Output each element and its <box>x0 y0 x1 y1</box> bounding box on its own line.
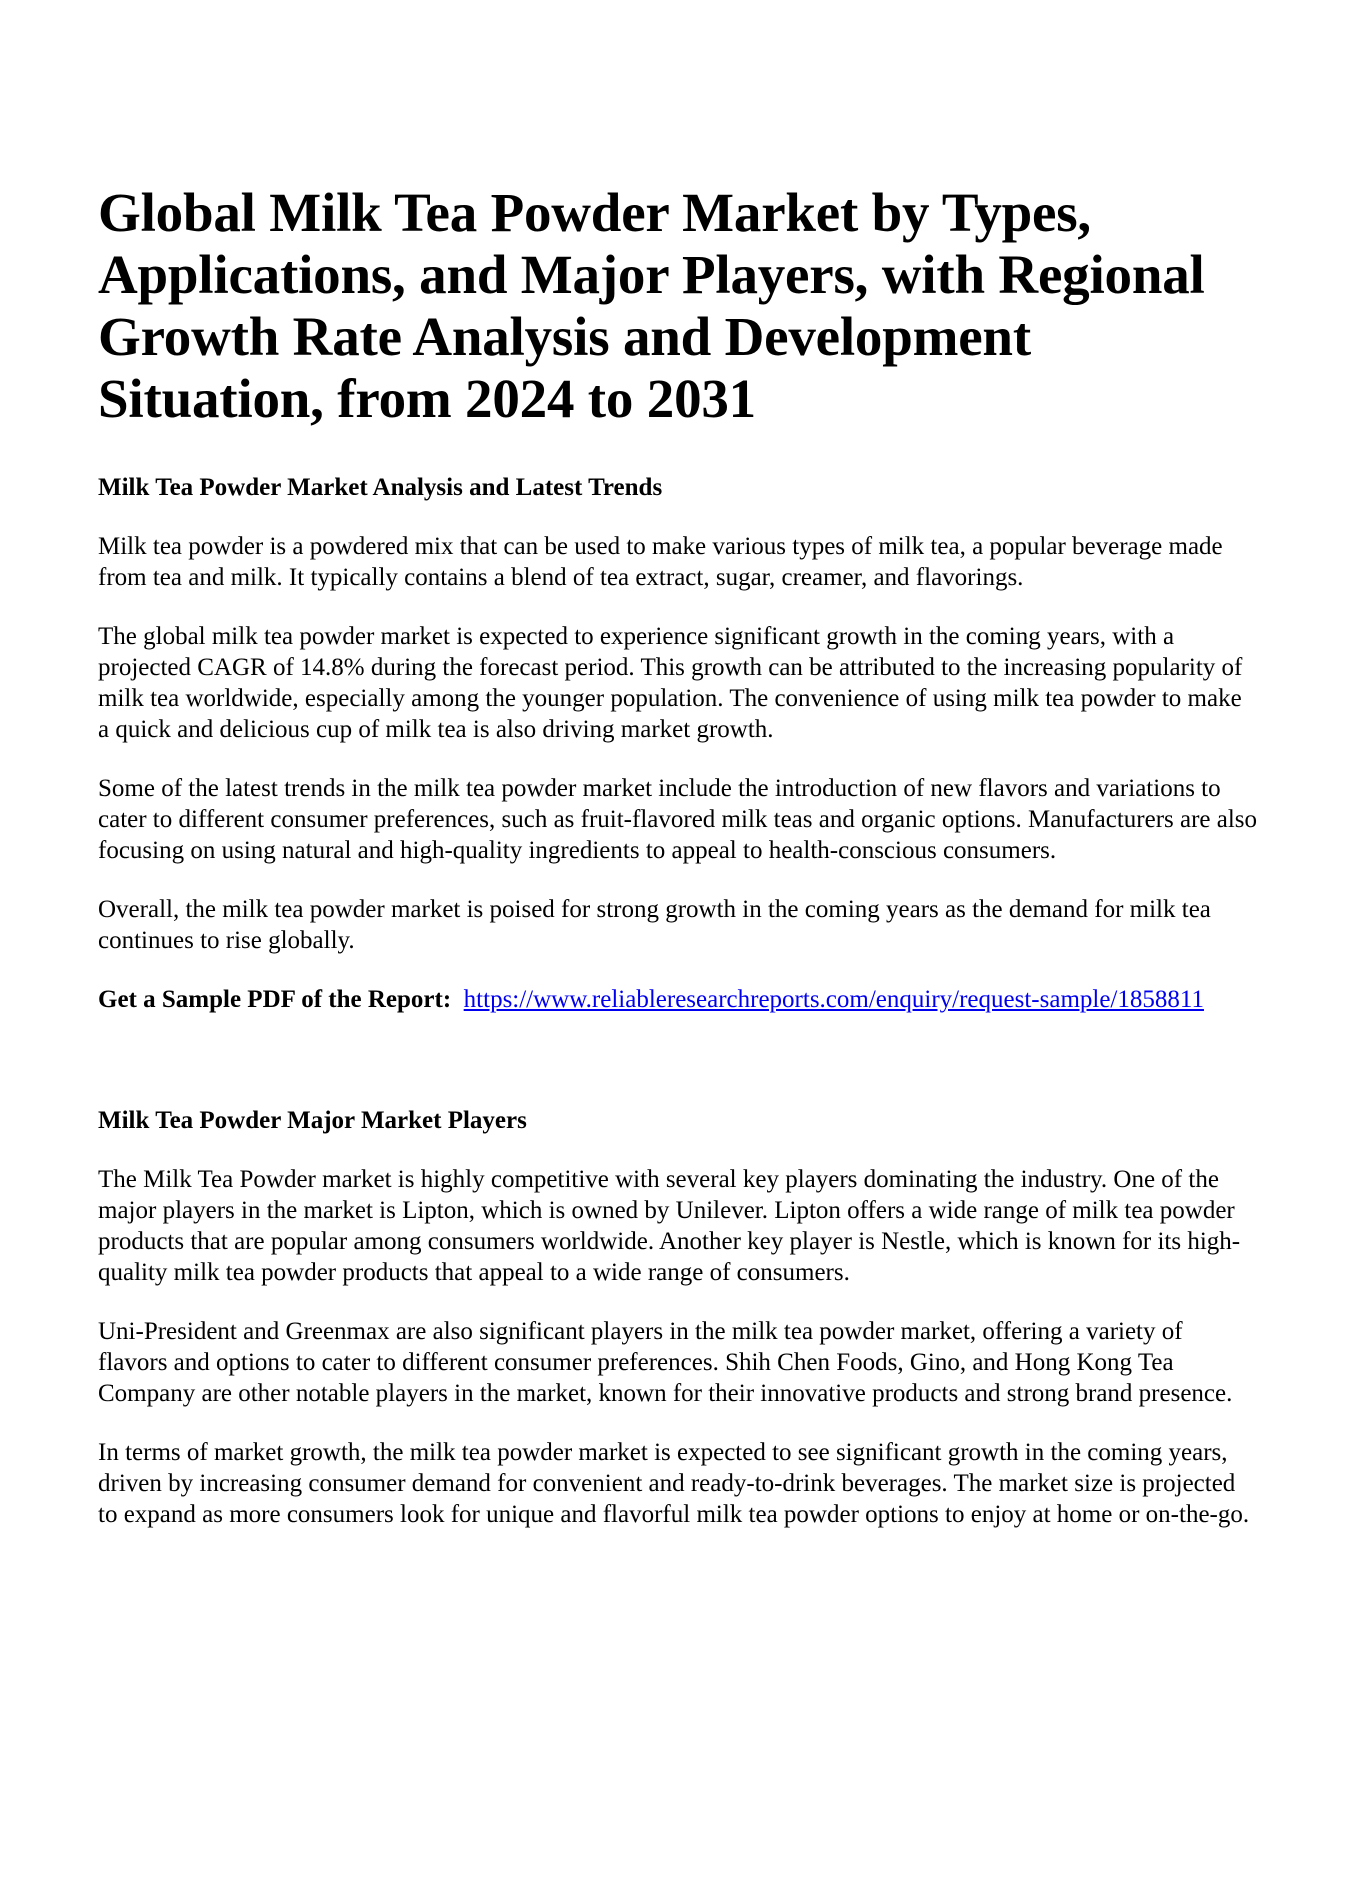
analysis-paragraph-1: Milk tea powder is a powdered mix that can be used to make various types of milk tea, a popular beverage made from tea and milk. It typically contains a blend of tea extract, sugar, creamer, and flavorings. <box>98 533 1223 591</box>
players-paragraph-3: In terms of market growth, the milk tea powder market is expected to see significant growth in the coming years, driven by increasing consumer demand for convenient and ready-to-drink beverages. The market size is projected to expand as more consumers look for unique and flavorful milk tea powder options to enjoy at home or on-the-go. <box>98 1439 1250 1528</box>
analysis-paragraph-3: Some of the latest trends in the milk tea powder market include the introduction of new flavors and variations to cater to different consumer preferences, such as fruit-flavored milk teas and organic options. Manufacturers are also focusing on using natural and high-quality ingredients to appeal to health-conscious consumers. <box>98 775 1258 864</box>
analysis-heading: Milk Tea Powder Market Analysis and Latest Trends <box>98 474 663 501</box>
page-title: Global Milk Tea Powder Market by Types, Applications, and Major Players, with Regional Growth Rate Analysis and Development Situation, from 2024 to 2031 <box>98 182 1205 429</box>
sample-pdf-label: Get a Sample PDF of the Report: <box>98 986 452 1013</box>
sample-pdf-line <box>98 984 1258 1015</box>
sample-pdf-link[interactable]: https://www.reliableresearchreports.com/enquiry/request-sample/1858811 <box>463 986 1204 1013</box>
players-heading: Milk Tea Powder Major Market Players <box>98 1107 527 1134</box>
players-paragraph-2: Uni-President and Greenmax are also significant players in the milk tea powder market, offering a variety of flavors and options to cater to different consumer preferences. Shih Chen Foods, Gino, and Hong Kong Tea Company are other notable players in the market, known for their innovative products and strong brand presence. <box>98 1318 1233 1407</box>
players-paragraph-1: The Milk Tea Powder market is highly competitive with several key players dominating the industry. One of the major players in the market is Lipton, which is owned by Unilever. Lipton offers a wide range of milk tea powder products that are popular among consumers worldwide. Another key player is Nestle, which is known for its high-quality milk tea powder products that appeal to a wide range of consumers. <box>98 1166 1241 1286</box>
analysis-paragraph-2: The global milk tea powder market is expected to experience significant growth in the coming years, with a projected CAGR of 14.8% during the forecast period. This growth can be attributed to the increasing popularity of milk tea worldwide, especially among the younger population. The convenience of using milk tea powder to make a quick and delicious cup of milk tea is also driving market growth. <box>98 623 1243 743</box>
analysis-paragraph-4: Overall, the milk tea powder market is poised for strong growth in the coming years as the demand for milk tea continues to rise globally. <box>98 896 1211 954</box>
document-page <box>98 182 1258 1530</box>
